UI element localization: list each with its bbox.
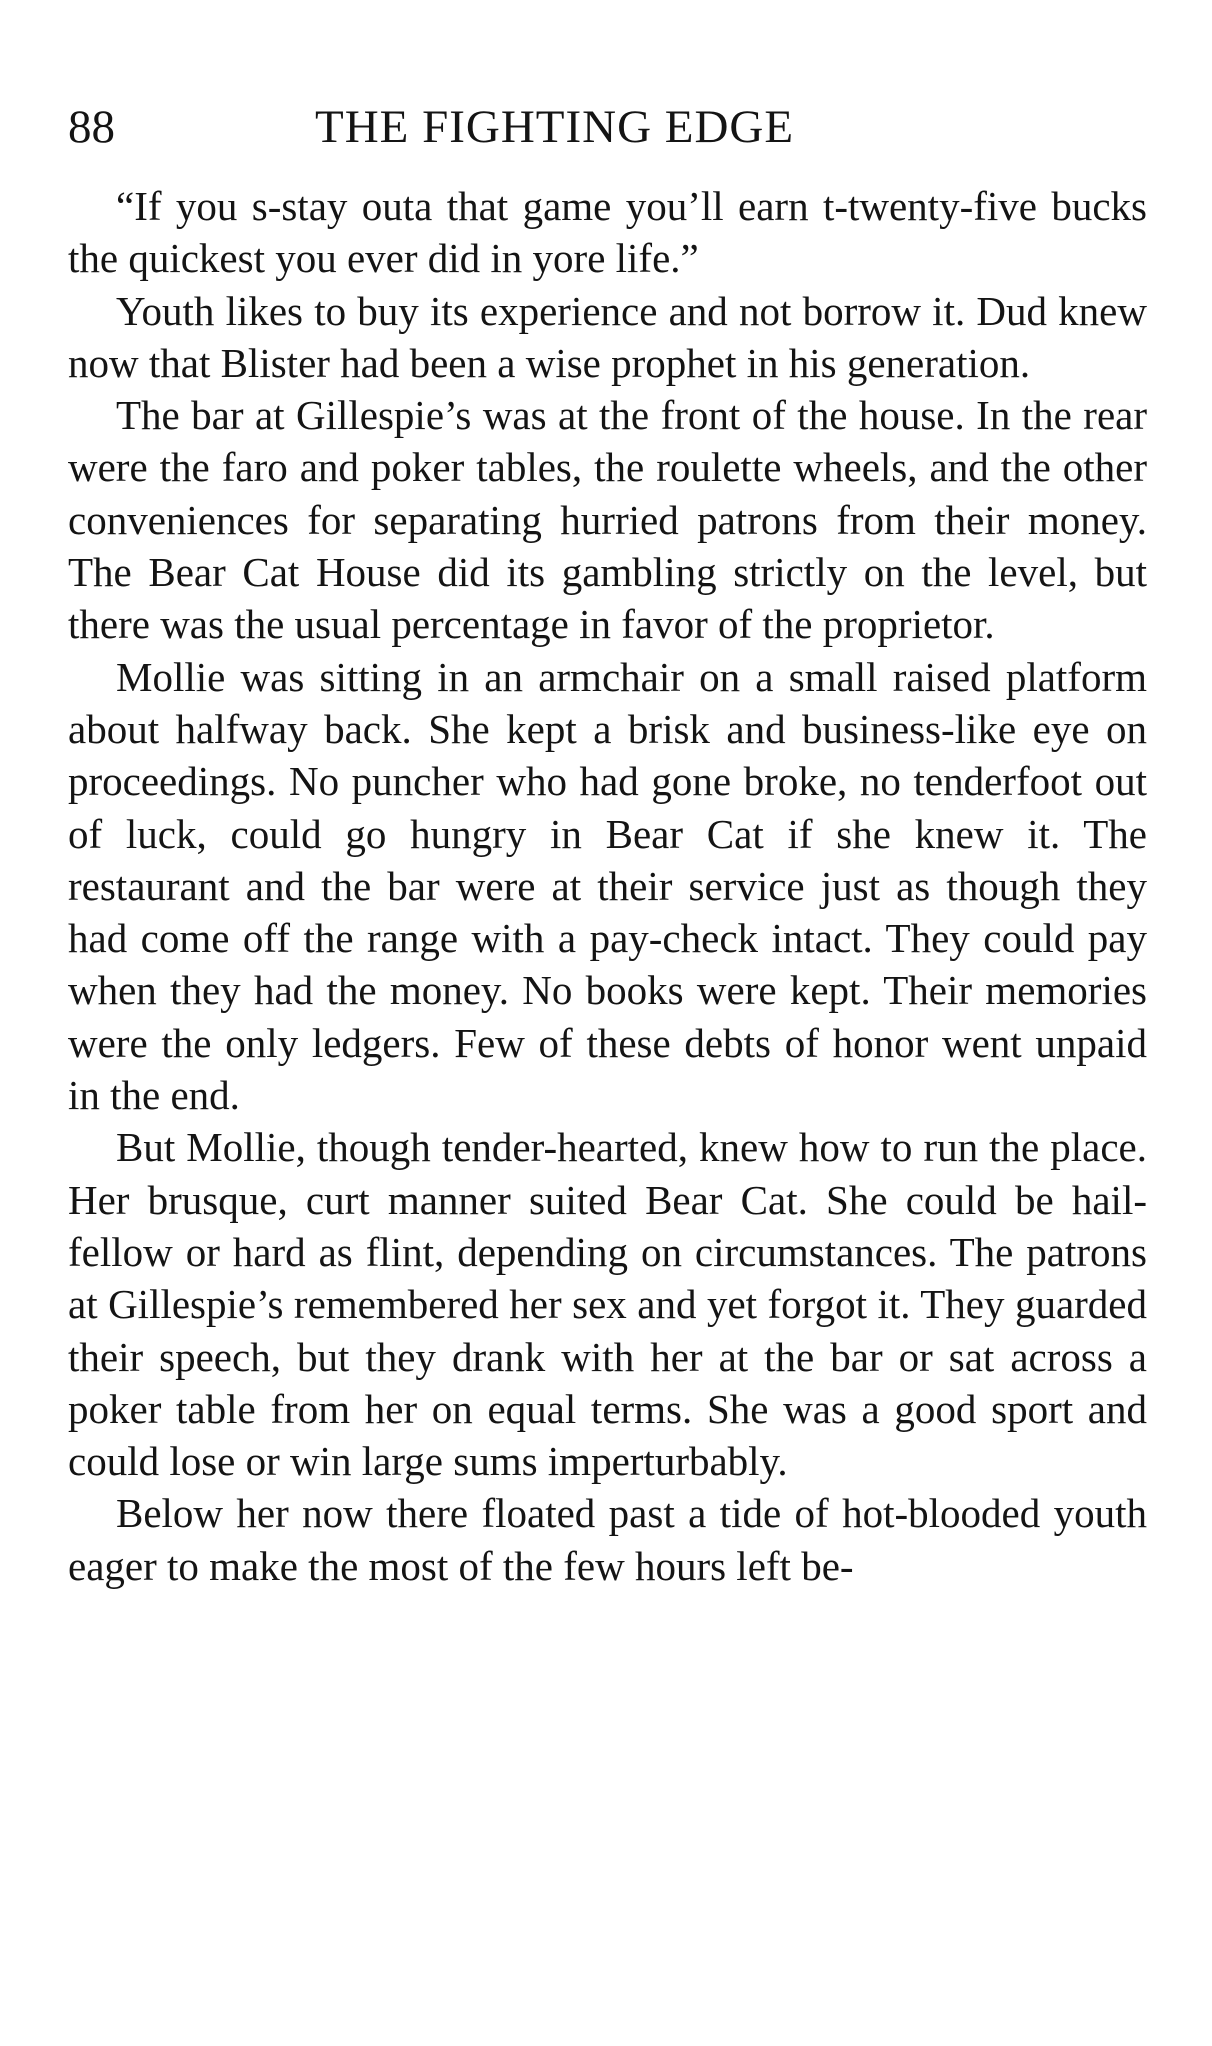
running-head: [68, 92, 1148, 162]
paragraph: But Mollie, though tender-hearted, knew how to run the place. Her brusque, curt manner suited Bear Cat. She could be hail-fellow or hard as flint, depending on circumstances. The patrons at Gillespie’s remembered her sex and yet forgot it. They guarded their speech, but they drank with her at the bar or sat across a poker table from her on equal terms. She was a good sport and could lose or win large sums imperturbably.: [68, 1124, 1147, 1485]
paragraph: Youth likes to buy its experience and not borrow it. Dud knew now that Blister had been a wise prophet in his generation.: [68, 287, 1147, 386]
paragraph: “If you s-stay outa that game you’ll earn t-twenty-five bucks the quickest you ever did in yore life.”: [68, 183, 1147, 282]
running-title: THE FIGHTING EDGE: [315, 101, 795, 153]
paragraph: Below her now there floated past a tide of hot-blooded youth eager to make the most of the few hours left be-: [68, 1490, 1147, 1589]
page-number: 88: [68, 101, 115, 153]
paragraph: The bar at Gillespie’s was at the front of the house. In the rear were the faro and poker tables, the roulette wheels, and the other conveniences for separating hurried patrons from their money. The Bear Cat House did its gambling strictly on the level, but there was the usual percentage in favor of the proprietor.: [68, 392, 1147, 648]
body-text: [68, 180, 1147, 1592]
paragraph: Mollie was sitting in an armchair on a small raised platform about halfway back. She kept a brisk and business-like eye on proceedings. No puncher who had gone broke, no tenderfoot out of luck, could go hungry in Bear Cat if she knew it. The restaurant and the bar were at their service just as though they had come off the range with a pay-check intact. They could pay when they had the money. No books were kept. Their memories were the only ledgers. Few of these debts of honor went unpaid in the end.: [68, 653, 1147, 1119]
